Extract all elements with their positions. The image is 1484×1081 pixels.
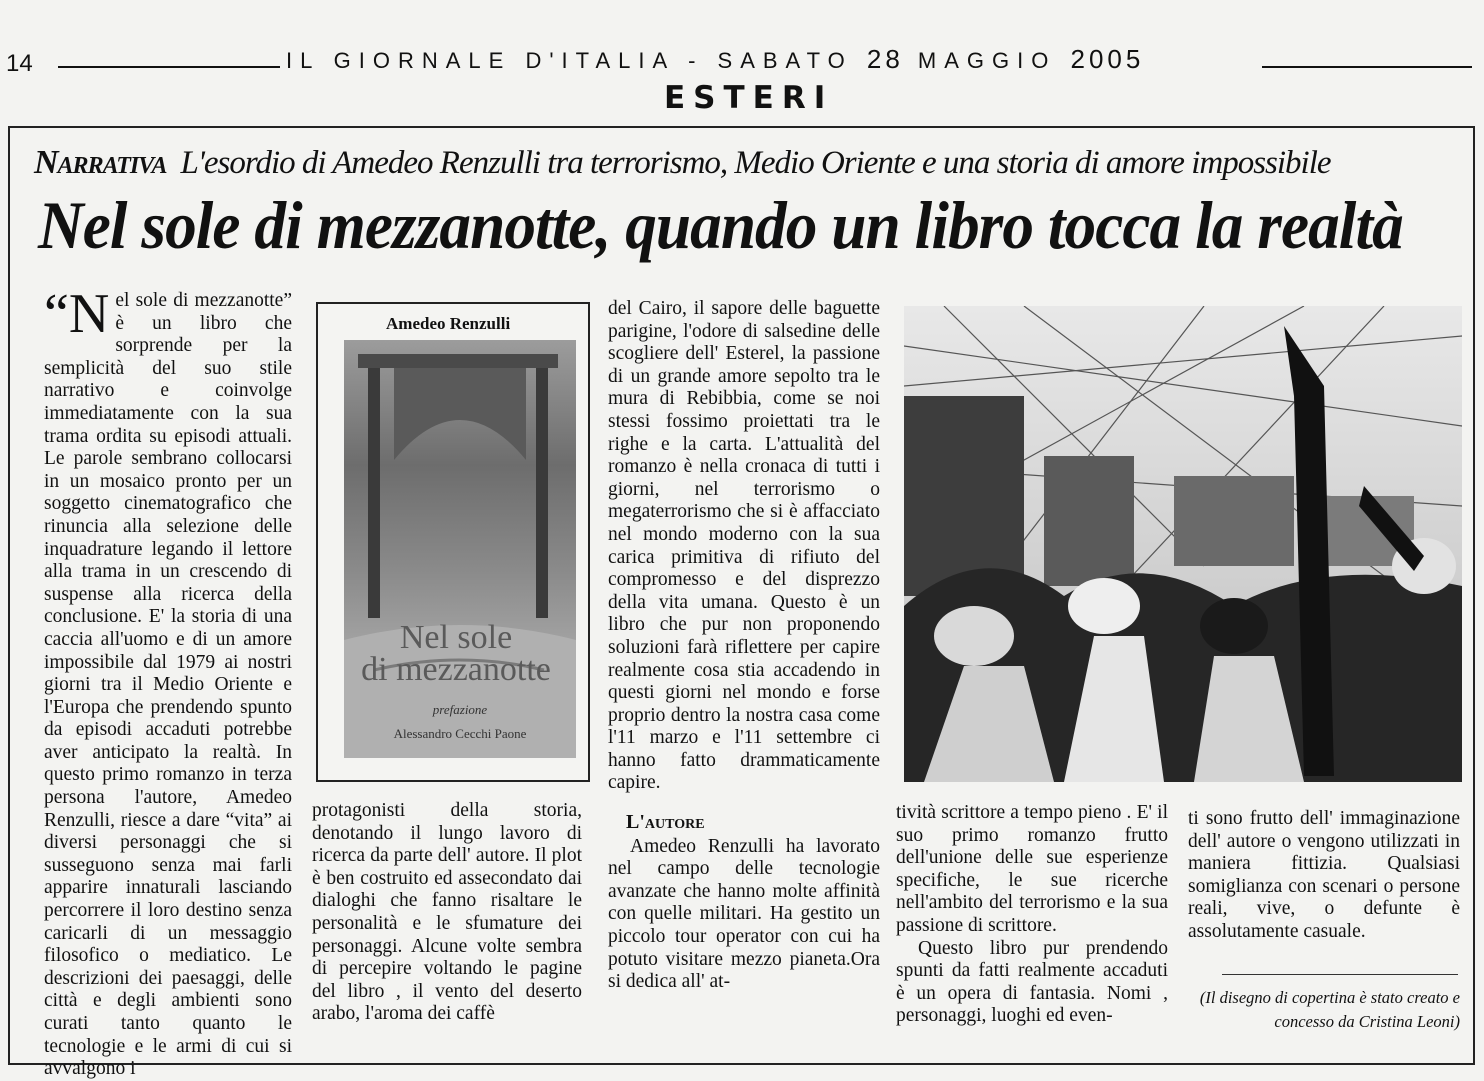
book-cover-title-line-2: di mezzanotte <box>361 651 551 688</box>
article-column-2 <box>312 800 582 1026</box>
article-column-3 <box>608 298 880 994</box>
drop-cap-quote: “ <box>44 283 69 345</box>
kicker-text: L'esordio di Amedeo Renzulli tra terrorismo, Medio Oriente e una storia di amore impossibile <box>180 145 1331 181</box>
author-subheading: L'autore <box>626 811 705 834</box>
masthead-rule-right <box>1262 66 1472 68</box>
arch-illustration <box>344 340 576 758</box>
article-column-4 <box>896 802 1168 1028</box>
masthead-year: 2005 <box>1070 44 1145 74</box>
author-bio-text: Amedeo Renzulli ha lavorato nel campo delle tecnologie avanzate che hanno molte affinità con quelle militari. Ha gestito un piccolo tour operator con cui ha potuto visitare mezzo pianeta.Ora si dedica all' at- <box>608 835 880 993</box>
column-1-text: el sole di mezzanotte” è un libro che sorprende per la semplicità del suo stile narrativo e coinvolge immediatamente con la sua trama ordita su episodi attuali. Le parole sembrano collocarsi in un mosaico pronto per un soggetto cinematografico che rinuncia alla selezione delle inquadrature legando il lettore alla trama in un crescendo di suspense alla ricerca della conclusione. E' la storia di una caccia all'uomo e di un amore impossibile dal 1979 ai nostri giorni tra il Medio Oriente e l'Europa che prendendo spunto da episodi accaduti potrebbe aver anticipato la realtà. In questo primo romanzo in terza persona l'autore, Amedeo Renzulli, riesce a dare “vita” ai diversi personaggi che si susseguono senza mai farli apparire innaturali lasciando percorrere il loro destino senza caricarli di un messaggio filosofico o mediatico. Le descrizioni dei paesaggi, delle città e degli ambienti sono curati tanto quanto le tecnologie e le armi di cui si avvalgono i <box>44 290 292 1080</box>
newspaper-name: IL GIORNALE D'ITALIA <box>286 48 674 73</box>
article-column-1 <box>44 283 292 1081</box>
page-number: 14 <box>6 50 33 77</box>
masthead-month: MAGGIO <box>917 48 1057 73</box>
headline: Nel sole di mezzanotte, quando un libro tocca la realtà <box>38 187 1403 263</box>
masthead-separator: - <box>688 48 704 73</box>
column-4-text-b: Questo libro pur prendendo spunti da fatti realmente accaduti è un opera di fantasia. Nomi , personaggi, luoghi ed even- <box>896 937 1168 1027</box>
book-cover-preface-label: prefazione <box>432 702 488 717</box>
book-cover-title-line-1: Nel sole <box>399 619 513 656</box>
column-5-text: ti sono frutto dell' immaginazione dell' autore o vengono utilizzati in maniera fittizia. Qualsiasi somiglianza con scenari o persone reali, vive, o defunte è assolutamente casuale. <box>1188 808 1460 942</box>
masthead-rule-left <box>58 66 280 68</box>
kicker-label: Narrativa <box>34 144 167 181</box>
kicker <box>34 144 1331 182</box>
column-2-text: protagonisti della storia, denotando il lungo lavoro di ricerca da parte dell' autore. Il plot è ben costruito ed assecondato dai dialoghi che fanno risaltare le personalità e le sfumature dei personaggi. Alcune volte sembra di percepire voltando le pagine del libro , il vento del deserto arabo, l'aroma dei caffè <box>312 800 582 1025</box>
news-photo <box>904 306 1462 782</box>
book-cover-preface-author: Alessandro Cecchi Paone <box>393 726 527 741</box>
drop-cap-letter: N <box>68 283 110 345</box>
column-4-text-a: tività scrittore a tempo pieno . E' il suo primo romanzo frutto dell'unione delle sue esperienze specifiche, le sue ricerche nell'ambito del terrorismo e la sua passione di scrittore. <box>896 802 1168 936</box>
book-cover-author: Amedeo Renzulli <box>386 314 511 333</box>
caption-rule <box>1222 974 1458 975</box>
section-title: ESTERI <box>664 80 834 116</box>
article-column-5 <box>1188 808 1460 944</box>
cover-caption: (Il disegno di copertina è stato creato e concesso da Cristina Leoni) <box>1199 988 1460 1031</box>
column-3-text: del Cairo, il sapore delle baguette parigine, l'odore di salsedine delle scogliere dell' Esterel, la passione di un grande amore sepolto tra le mura di Rebibbia, come se noi stessi fossimo proiettati tra le righe e la carta. L'attualità del romanzo è nella cronaca di tutti i giorni, nel terrorismo o megaterrorismo che si è affacciato nel mondo moderno con la sua carica primitiva di rifiuto del compromesso e del disprezzo della vita umana. Questo è un libro che pur non proponendo soluzioni farà riflettere per capire realmente cosa stia accadendo in questi giorni nel mondo e forse proprio dentro la nostra casa come l'11 marzo e l'11 settembre ci hanno fatto drammaticamente capire. <box>608 298 880 794</box>
book-cover-title <box>330 619 582 688</box>
drop-cap <box>44 283 110 345</box>
book-cover-artwork <box>344 340 576 758</box>
masthead-date-number: 28 <box>866 44 904 74</box>
masthead-day: SABATO <box>717 48 853 73</box>
masthead <box>286 44 1144 75</box>
crowd-photo-illustration <box>904 306 1462 782</box>
